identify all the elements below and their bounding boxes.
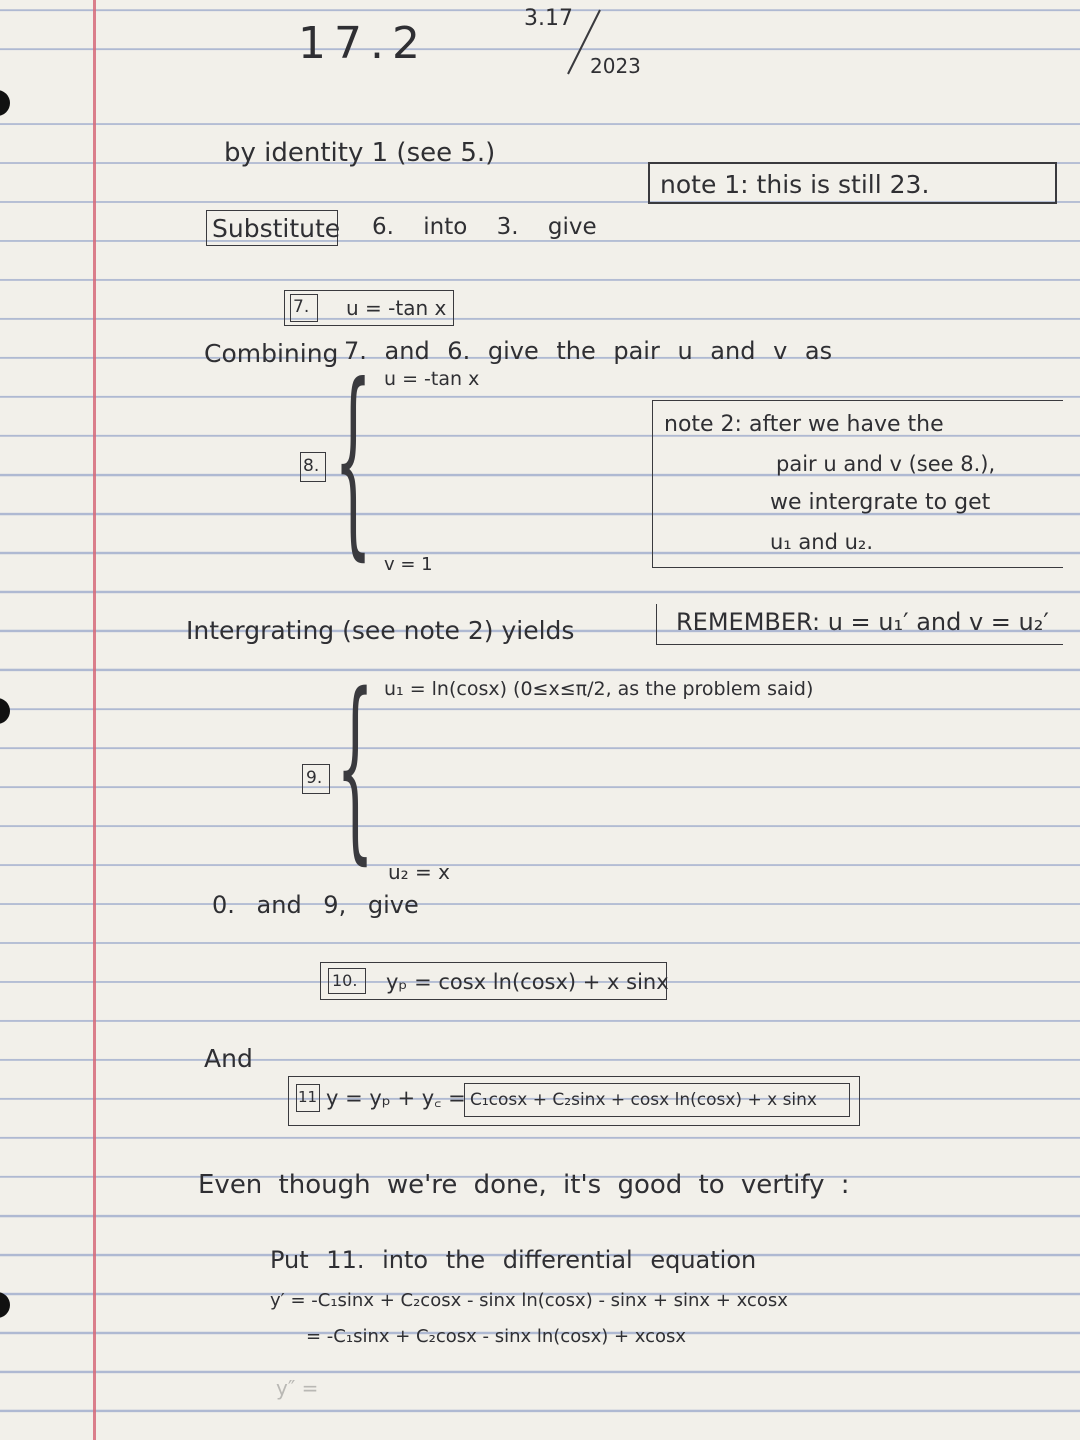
margin-line bbox=[93, 0, 96, 1440]
pair-u: u = -tan x bbox=[384, 368, 480, 390]
eq11-label: 11 bbox=[298, 1088, 318, 1106]
substitute-rest: 6. into 3. give bbox=[372, 214, 597, 240]
ydouble-line: y″ = bbox=[276, 1376, 319, 1400]
brace-8: { bbox=[334, 343, 373, 581]
eq9-label: 9. bbox=[306, 768, 323, 788]
brace-9: { bbox=[336, 653, 375, 885]
binder-hole bbox=[0, 698, 10, 724]
verify-line: Even though we're done, it's good to vertify : bbox=[198, 1170, 850, 1200]
and-word: And bbox=[204, 1044, 253, 1073]
section-number: 17.2 bbox=[298, 18, 428, 69]
u2-line: u₂ = x bbox=[388, 860, 451, 884]
note2-line: we intergrate to get bbox=[770, 490, 991, 515]
eq11-left: y = yₚ + y꜀ = bbox=[326, 1086, 466, 1110]
eq10-label: 10. bbox=[332, 971, 358, 990]
and9-line: 0. and 9, give bbox=[212, 891, 419, 919]
integrating-line: Intergrating (see note 2) yields bbox=[186, 616, 575, 645]
date-top: 3.17 bbox=[524, 6, 573, 31]
combining-word: Combining bbox=[204, 339, 339, 368]
binder-hole bbox=[0, 90, 10, 116]
put-line: Put 11. into the differential equation bbox=[270, 1246, 757, 1274]
u1-line: u₁ = ln(cosx) (0≤x≤π/2, as the problem said) bbox=[384, 678, 814, 700]
note2-line: note 2: after we have the bbox=[664, 412, 944, 437]
yprime-line-1: y′ = -C₁sinx + C₂cosx - sinx ln(cosx) - sinx + sinx + xcosx bbox=[270, 1290, 788, 1311]
binder-hole bbox=[0, 1292, 10, 1318]
note2-line: u₁ and u₂. bbox=[770, 530, 873, 554]
eq10-text: yₚ = cosx ln(cosx) + x sinx bbox=[386, 970, 669, 994]
eq11-right: C₁cosx + C₂sinx + cosx ln(cosx) + x sinx bbox=[470, 1090, 817, 1110]
substitute-word: Substitute bbox=[212, 214, 341, 243]
note1-text: note 1: this is still 23. bbox=[660, 170, 930, 199]
eq7-text: u = -tan x bbox=[346, 296, 447, 320]
eq8-label: 8. bbox=[303, 456, 320, 476]
yprime-line-2: = -C₁sinx + C₂cosx - sinx ln(cosx) + xcosx bbox=[306, 1326, 687, 1347]
date-bottom: 2023 bbox=[590, 54, 641, 78]
identity-line: by identity 1 (see 5.) bbox=[224, 138, 496, 168]
pair-v: v = 1 bbox=[384, 554, 433, 575]
eq7-label: 7. bbox=[293, 297, 310, 317]
combining-rest: 7. and 6. give the pair u and v as bbox=[344, 337, 833, 365]
remember-text: REMEMBER: u = u₁′ and v = u₂′ bbox=[676, 608, 1049, 636]
note2-line: pair u and v (see 8.), bbox=[776, 452, 996, 476]
